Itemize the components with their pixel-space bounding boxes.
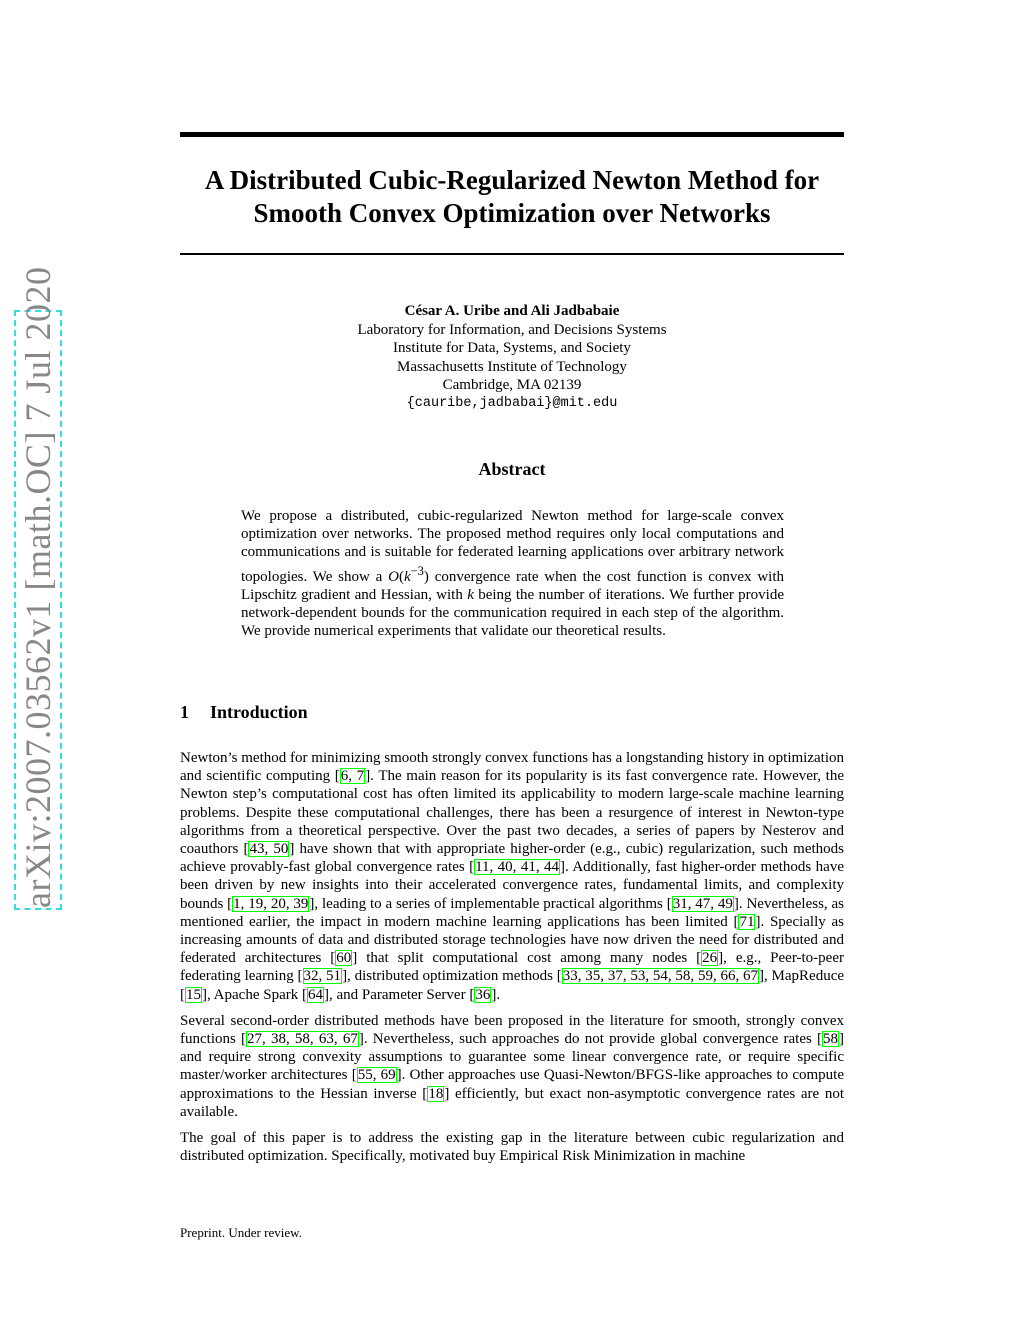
citation-link[interactable]: 18 <box>428 1085 444 1102</box>
citation-link[interactable]: 43, 50 <box>249 841 289 858</box>
introduction-body <box>180 749 844 1173</box>
affiliation-university: Massachusetts Institute of Technology <box>397 358 627 375</box>
citation-link[interactable]: 33, 35, 37, 53, 54, 58, 59, 66, 67 <box>562 968 759 985</box>
abstract-part-2: convergence rate when the cost function is convex with Lipschitz gradient and Hessian, with <box>241 568 784 603</box>
paragraph-2: Several second-order distributed methods have been proposed in the literature for smooth, strongly convex functions [27, 38, 58, 63, 67]. Nevertheless, such approaches do not provide global convergence rates [58] and require strong convexity assumptions to guarantee some linear convergence rate, or require specific master/worker architectures [55, 69]. Other approaches use Quasi-Newton/BFGS-like approaches to compute approximations to the Hessian inverse [18] efficiently, but exact non-asymptotic convergence rates are not available. <box>180 1012 845 1120</box>
citation-link[interactable]: 11, 40, 41, 44 <box>475 859 559 876</box>
affiliation-address: Cambridge, MA 02139 <box>442 377 582 393</box>
rate-symbol-o: O <box>388 568 399 585</box>
citation-link[interactable]: 31, 47, 49 <box>672 895 733 912</box>
abstract-heading: Abstract <box>478 459 546 479</box>
paragraph-1: Newton’s method for minimizing smooth strongly convex functions has a longstanding history in optimization and scientific computing [6, 7]. The main reason for its popularity is its fast convergence rate. However, the Newton step’s computational cost has often limited its applicability to modern large-scale machine learning problems. Despite these computational challenges, there has been a resurgence of interest in Newton-type algorithms from a theoretical perspective. Over the past two decades, a series of papers by Nesterov and coauthors [43, 50] have shown that with appropriate higher-order (e.g., cubic) regularization, such methods achieve provably-fast global convergence rates [11, 40, 41, 44]. Additionally, fast higher-order methods have been driven by new insights into their accelerated convergence rates, fundamental limits, and complexity bounds [1, 19, 20, 39], leading to a series of implementable practical algorithms [31, 47, 49]. Nevertheless, as mentioned earlier, the impact in modern machine learning applications has been limited [71]. Specially as increasing amounts of data and distributed storage technologies have now driven the need for distributed and federated architectures [60] that split computational cost among many nodes [26], e.g., Peer-to-peer federating learning [32, 51], distributed optimization methods [33, 35, 37, 53, 54, 58, 59, 66, 67], MapReduce [15], Apache Spark [64], and Parameter Server [36]. <box>180 750 845 1003</box>
citation-link[interactable]: 60 <box>336 950 352 967</box>
section-number: 1 <box>180 702 189 722</box>
abstract-part-3: being the number of iterations. We further provide network-dependent bounds for the communication required in each step of the algorithm. We provide numerical experiments that validate our theoretical results. <box>241 586 785 640</box>
citation-link[interactable]: 71 <box>739 913 755 930</box>
section-title: Introduction <box>210 702 308 722</box>
citation-link[interactable]: 1, 19, 20, 39 <box>233 895 309 912</box>
abstract-part-1: We propose a distributed, cubic-regularized Newton method for large-scale convex optimization over networks. The proposed method requires only local computations and communications and is suitable for federated learning applications over arbitrary network topologies. We show a <box>241 508 784 585</box>
citation-link[interactable]: 64 <box>307 986 323 1003</box>
section-heading-introduction <box>180 702 308 723</box>
author-names: César A. Uribe and Ali Jadbabaie <box>404 303 620 319</box>
rate-exponent: −3 <box>410 563 424 578</box>
citation-link[interactable]: 26 <box>702 950 718 967</box>
citation-link[interactable]: 6, 7 <box>340 768 365 785</box>
citation-link[interactable]: 36 <box>475 986 491 1003</box>
arxiv-identifier: arXiv:2007.03562v1 [math.OC] 7 Jul 2020 <box>14 310 62 910</box>
citation-link[interactable]: 58 <box>823 1031 839 1048</box>
citation-link[interactable]: 27, 38, 58, 63, 67 <box>247 1031 358 1048</box>
title-bottom-rule <box>180 253 844 255</box>
rate-symbol-k: k <box>403 568 411 585</box>
title-line-2: Smooth Convex Optimization over Networks <box>253 198 771 228</box>
paper-title <box>150 164 874 230</box>
iteration-symbol-k: k <box>467 586 474 603</box>
citation-link[interactable]: 15 <box>186 986 201 1003</box>
paragraph-3: The goal of this paper is to address the existing gap in the literature between cubic regularization and distributed optimization. Specifically, motivated buy Empirical Risk Minimization in machine <box>180 1130 844 1165</box>
title-line-1: A Distributed Cubic-Regularized Newton Method for <box>204 165 820 195</box>
footer-note: Preprint. Under review. <box>180 1225 302 1240</box>
citation-link[interactable]: 55, 69 <box>357 1067 396 1084</box>
author-block <box>200 302 824 413</box>
author-email: {cauribe,jadbabai}@mit.edu <box>406 395 618 411</box>
abstract-text: We propose a distributed, cubic-regularized Newton method for large-scale convex optimization over networks. The proposed method requires only local computations and communications and is suitable for federated learning applications over arbitrary network topologies. We show a $O(k^{-3})$ convergence rate when the cost function is convex with Lipschitz gradient and Hessian, with k being the number of iterations. We further provide network-dependent bounds for the communication required in each step of the algorithm. We provide numerical experiments that validate our theoretical results. <box>241 508 785 640</box>
affiliation-lab: Laboratory for Information, and Decisions Systems <box>357 321 667 338</box>
citation-link[interactable]: 32, 51 <box>303 968 342 985</box>
affiliation-institute: Institute for Data, Systems, and Society <box>393 340 631 356</box>
title-top-rule <box>180 132 844 137</box>
